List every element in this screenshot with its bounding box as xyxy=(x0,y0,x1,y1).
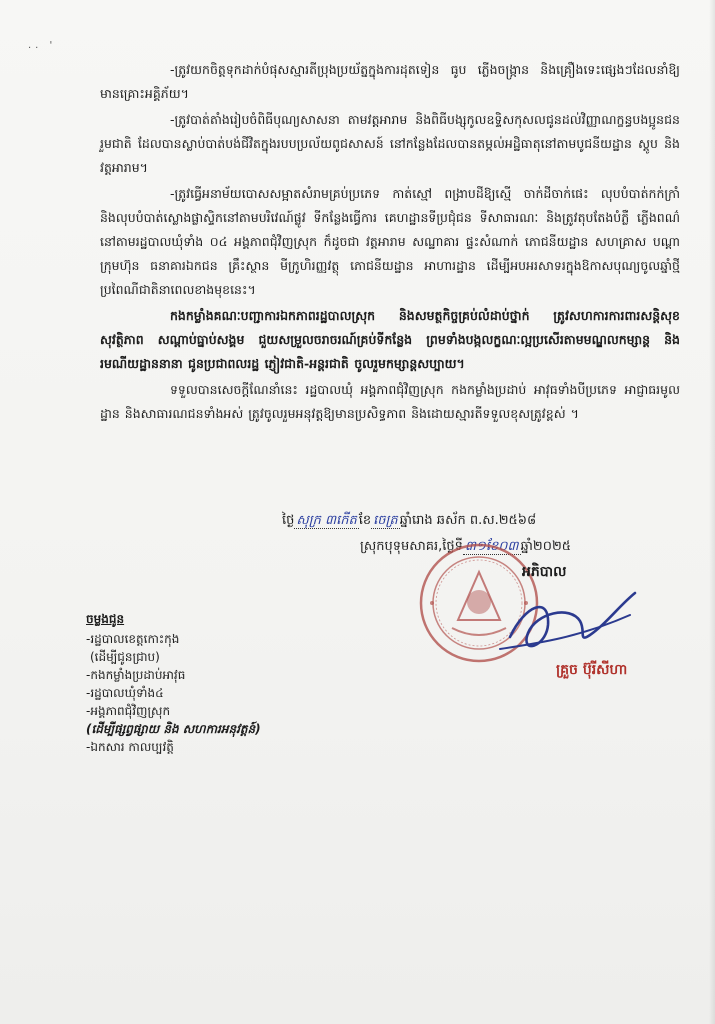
recipient-action-note: (ដើម្បីផ្សព្វផ្សាយ និង សហការអនុវត្តន៍) xyxy=(86,722,261,736)
recipient-item: -រដ្ឋបាលឃុំទាំង៤ xyxy=(86,686,164,700)
scan-edge-shadow xyxy=(709,0,715,1024)
corner-marks: .. ' xyxy=(28,40,57,51)
solar-date-handwritten: ៣១ខែ០៣ xyxy=(464,539,519,554)
solar-date-prefix: ស្រុកបុទុមសាគរ,ថ្ងៃទី xyxy=(360,539,463,554)
paragraph-candles: -ត្រូវយកចិត្តទុកដាក់បំផុសស្មារតីប្រុងប្រយ័ត្នក្នុងការដុតទៀន ធូប ភ្លើងចង្រ្កាន និងគ្រឿងទេះផ្សេងៗដែលនាំឱ្យមានគ្រោះអគ្គិភ័យ។ xyxy=(100,62,680,101)
signer-title: អភិបាល xyxy=(522,564,567,580)
recipient-item: -កងកម្លាំងប្រដាប់អាវុធ xyxy=(86,668,186,682)
recipient-item: -អង្គភាពជុំវិញស្រុក xyxy=(86,704,171,718)
handwritten-signature-icon xyxy=(490,585,640,665)
paragraph-security: កងកម្លាំងគណៈបញ្ជាការឯកភាពរដ្ឋបាលស្រុក និងសមត្ថកិច្ចគ្រប់លំដាប់ថ្នាក់ ត្រូវសហការការពារសន្តិសុខ សុវត្ថិភាព សណ្តាប់ធ្នាប់សង្គម ជួយសម្រួលចរាចរណ៍គ្រប់ទីកន្លែង ព្រមទាំងបង្កលក្ខណៈល្អប្រសើរតាមមណ្ឌលកម្សាន្ត និងរមណីយដ្ឋាននានា ជូនប្រជាពលរដ្ឋ ភ្ញៀវជាតិ-អន្តរជាតិ ចូលរួមកម្សាន្តសប្បាយ។ xyxy=(100,308,680,371)
lunar-month-label: ខែ xyxy=(358,513,372,528)
lunar-day-handwritten: សុក្រ ៣កើត xyxy=(296,513,357,528)
letter-body xyxy=(100,58,680,428)
paragraph-ceremony: -ត្រូវបាត់តាំងរៀបចំពិធីបុណ្យសាសនា តាមវត្តអារាម និងពិធីបង្សុកូលឧទ្ទិសកុសលជូនដល់វិញ្ញាណក្ខន្ធបងប្អូនជនរួមជាតិ ដែលបានស្លាប់បាត់បង់ជីវិតក្នុងរបបប្រល័យពូជសាសន៍ នៅកន្លែងដែលបានតម្កល់អដ្ឋិធាតុនៅតាមបូជនីយដ្ឋាន ស្តូប និងវត្តអារាម។ xyxy=(100,112,680,175)
paragraph-closing: ទទួលបានសេចក្តីណែនាំនេះ រដ្ឋបាលឃុំ អង្គភាពជុំវិញស្រុក កងកម្លាំងប្រដាប់ អាវុធទាំងបីប្រភេទ អាជ្ញាធរមូលដ្ឋាន និងសាធារណជនទាំងអស់ ត្រូវចូលរួមអនុវត្តឱ្យមានប្រសិទ្ធភាព និងដោយស្មារតីទទួលខុសត្រូវខ្ពស់ ។ xyxy=(100,382,680,421)
recipient-item: -រដ្ឋបាលខេត្តកោះកុង xyxy=(86,632,180,646)
recipient-purpose-note: (ដើម្បីជូនជ្រាប) xyxy=(90,650,160,664)
recipients-heading: ចម្លងជូន xyxy=(86,612,125,626)
paragraph-cleaning: -ត្រូវធ្វើអនាម័យបោសសម្អាតសំរាមគ្រប់ប្រភេទ កាត់ស្មៅ ពង្រាបដីឱ្យស្មើ ចាក់ដីចាក់ផេះ លុបបំបាត់កក់ក្រាំ និងលុបបំបាត់ស្លោងផ្លាស្ទិកនៅតាមបរិវេណ៍ផ្លូវ ទីកន្លែងធ្វើការ គេហដ្ឋានទីប្រជុំជន ទីសាធារណៈ និងត្រូវតុបតែងបំភ្លឺ ភ្លើងពណ៌នៅតាមរដ្ឋបាលឃុំទាំង ០៤ អង្គភាពជុំវិញស្រុក ក៏ដូចជា វត្តអារាម សណ្ឋាគារ ផ្ទះសំណាក់ ភោជនីយដ្ឋាន សហគ្រាស បណ្តាក្រុមហ៊ុន ធនាគារឯកជន គ្រឹះស្ថាន មីក្រូហិរញ្ញវត្ថុ ភោជនីយដ្ឋាន អាហារដ្ឋាន ដើម្បីអបអរសាទរក្នុងឱកាសបុណ្យចូលឆ្នាំថ្មី ប្រពៃណីជាតិនាពេលខាងមុខនេះ។ xyxy=(100,186,680,297)
lunar-month-handwritten: ចេត្រ xyxy=(373,513,398,528)
lunar-date-line xyxy=(282,508,571,534)
lunar-year-text: ឆ្នាំរោង ឆស័ក ព.ស.២៥៦៨ xyxy=(399,513,537,528)
signer-name: គ្រួច ប៊ុរីសីហា xyxy=(556,662,628,678)
lunar-date-prefix: ថ្ងៃ xyxy=(282,513,295,528)
recipient-archive: -ឯកសារ កាលប្បវត្តិ xyxy=(86,740,174,754)
solar-year-text: ឆ្នាំ២០២៥ xyxy=(520,539,572,554)
recipients-list xyxy=(86,610,261,756)
